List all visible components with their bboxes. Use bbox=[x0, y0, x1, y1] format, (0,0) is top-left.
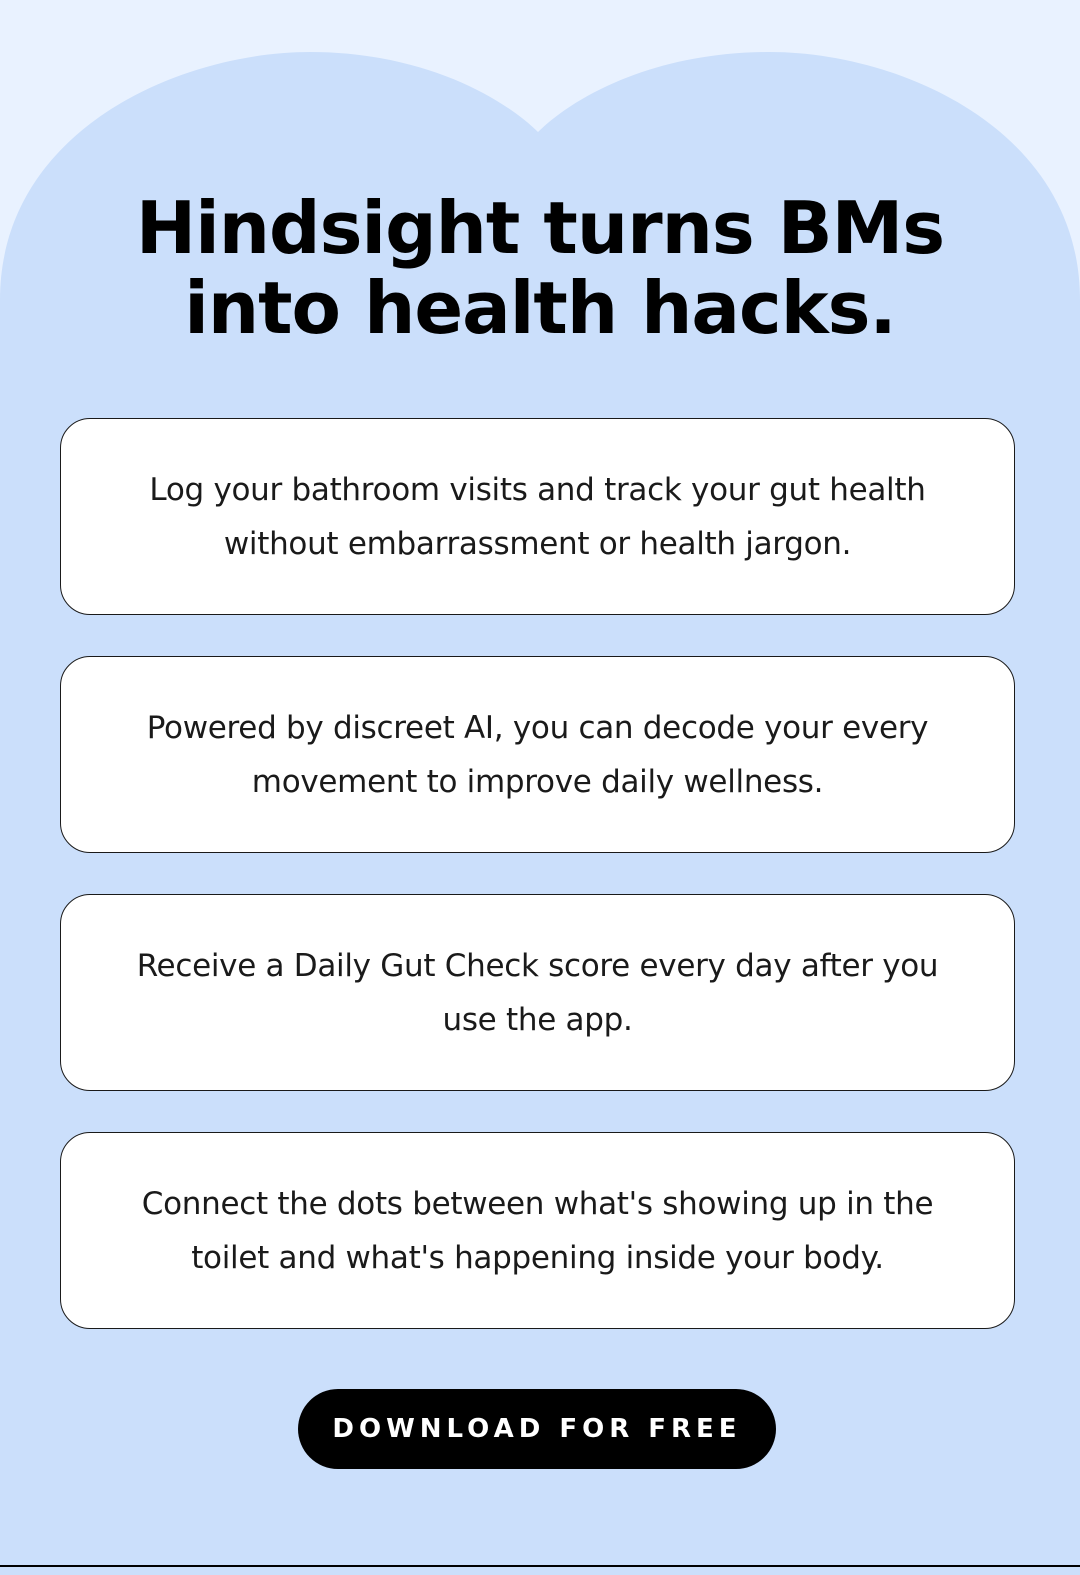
page-title-line-1: Hindsight turns BMs bbox=[135, 186, 945, 270]
feature-card-text: Receive a Daily Gut Check score every day after you use the app. bbox=[136, 947, 939, 1038]
bottom-divider bbox=[0, 1565, 1080, 1567]
download-for-free-button[interactable]: DOWNLOAD FOR FREE bbox=[298, 1389, 776, 1469]
feature-card-text: Log your bathroom visits and track your gut health without embarrassment or health jargon. bbox=[149, 471, 926, 562]
page-title bbox=[90, 188, 990, 348]
page-title-line-2: into health hacks. bbox=[184, 266, 896, 350]
feature-card-text: Powered by discreet AI, you can decode your every movement to improve daily wellness. bbox=[146, 709, 929, 800]
feature-card-log-visits bbox=[60, 418, 1015, 615]
feature-card-discreet-ai bbox=[60, 656, 1015, 853]
feature-card-connect-dots bbox=[60, 1132, 1015, 1329]
feature-card-text: Connect the dots between what's showing up in the toilet and what's happening inside your body. bbox=[141, 1185, 934, 1276]
feature-card-daily-gut-check bbox=[60, 894, 1015, 1091]
